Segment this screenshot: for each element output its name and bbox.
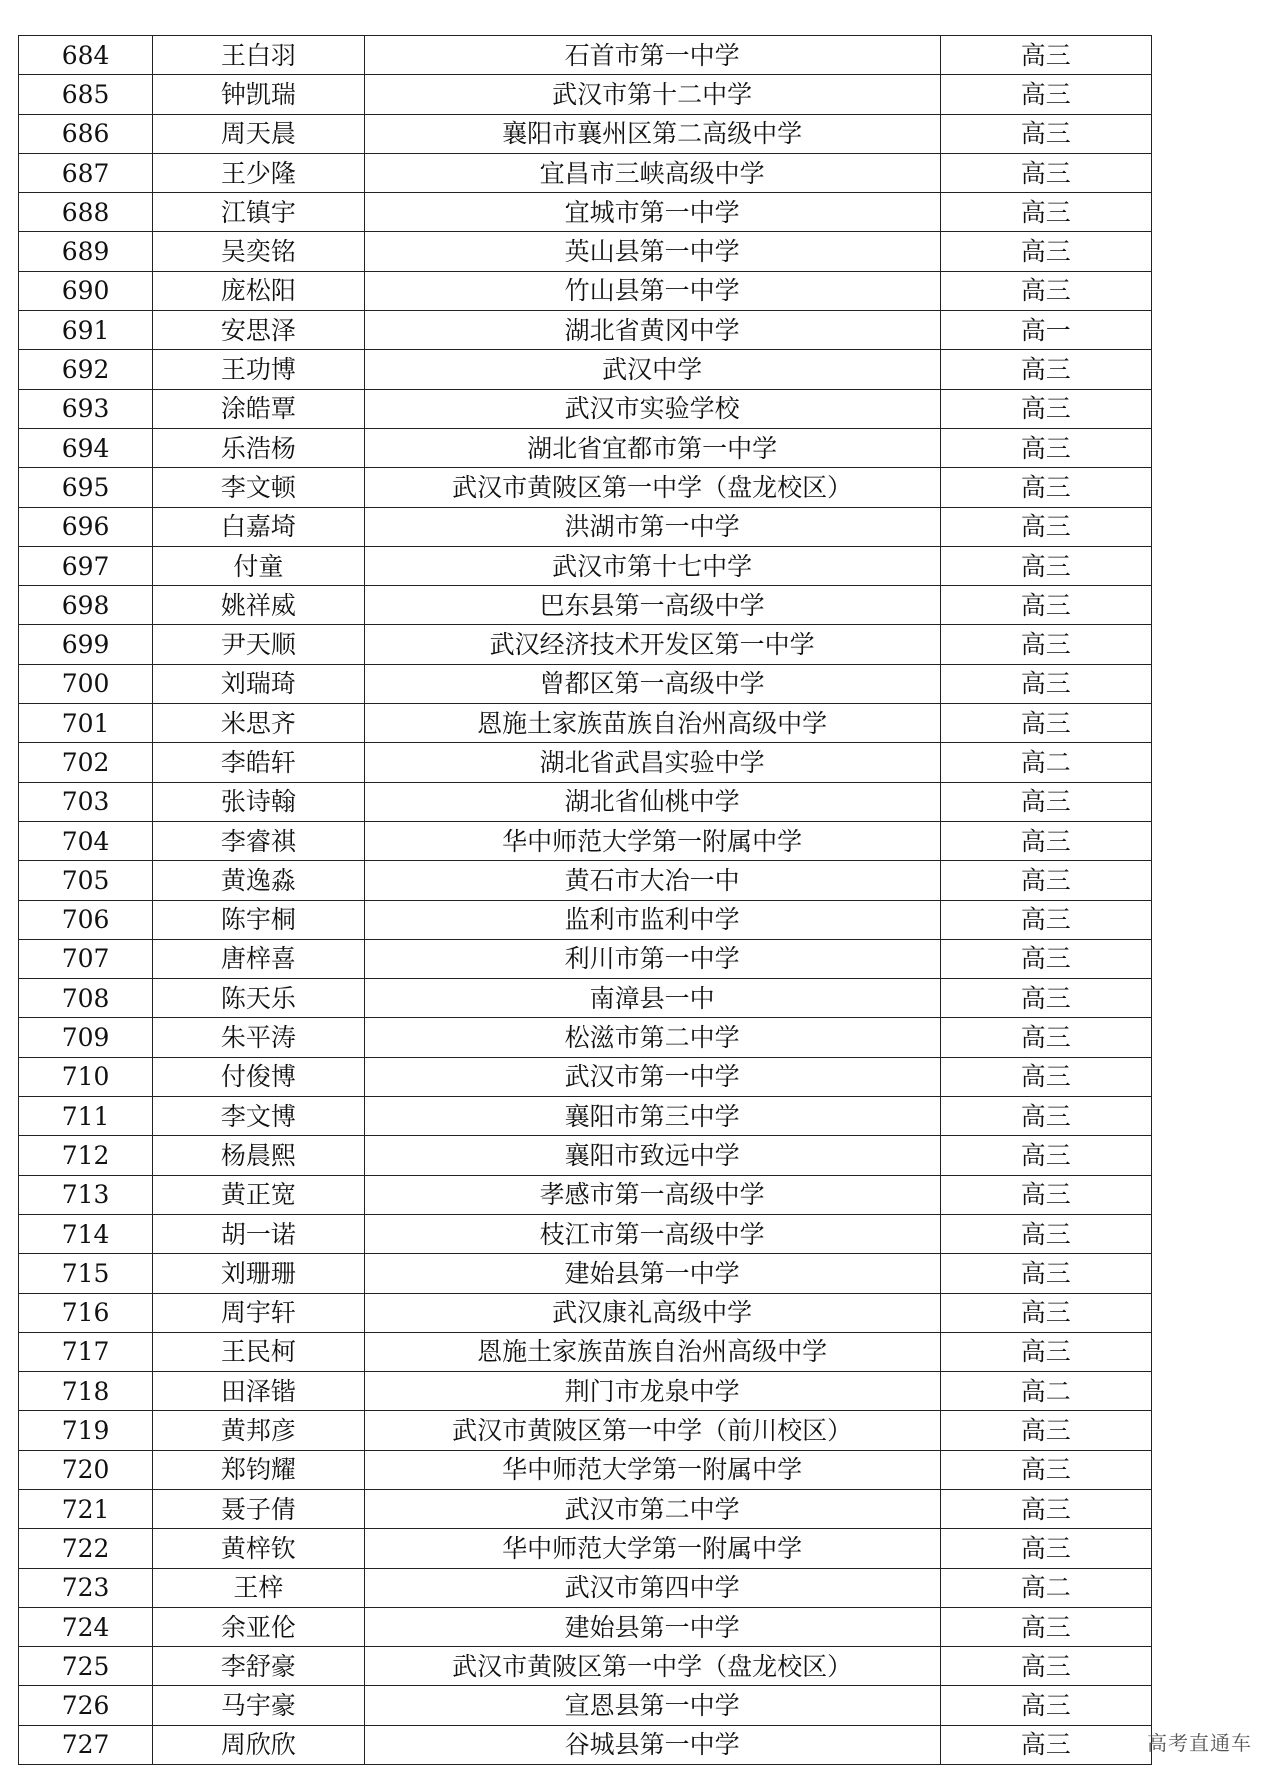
- school-name: 华中师范大学第一附属中学: [364, 821, 940, 860]
- school-name: 枝江市第一高级中学: [364, 1214, 940, 1253]
- row-number: 686: [19, 114, 153, 153]
- row-number: 710: [19, 1057, 153, 1096]
- student-name: 李文顿: [153, 468, 364, 507]
- student-name: 黄正宽: [153, 1175, 364, 1214]
- table-row: [19, 468, 1152, 507]
- school-name: 监利市监利中学: [364, 900, 940, 939]
- student-name: 王梓: [153, 1568, 364, 1607]
- grade-level: 高三: [940, 389, 1151, 428]
- row-number: 721: [19, 1489, 153, 1528]
- table-row: [19, 232, 1152, 271]
- school-name: 建始县第一中学: [364, 1607, 940, 1646]
- row-number: 722: [19, 1529, 153, 1568]
- row-number: 685: [19, 75, 153, 114]
- student-name: 黄邦彦: [153, 1411, 364, 1450]
- row-number: 687: [19, 153, 153, 192]
- table-row: [19, 1450, 1152, 1489]
- school-name: 曾都区第一高级中学: [364, 664, 940, 703]
- grade-level: 高三: [940, 821, 1151, 860]
- school-name: 孝感市第一高级中学: [364, 1175, 940, 1214]
- school-name: 华中师范大学第一附属中学: [364, 1529, 940, 1568]
- grade-level: 高三: [940, 1332, 1151, 1371]
- table-row: [19, 1647, 1152, 1686]
- school-name: 竹山县第一中学: [364, 271, 940, 310]
- grade-level: 高三: [940, 664, 1151, 703]
- table-row: [19, 193, 1152, 232]
- row-number: 709: [19, 1018, 153, 1057]
- student-name: 庞松阳: [153, 271, 364, 310]
- student-name: 李文博: [153, 1097, 364, 1136]
- table-row: [19, 1686, 1152, 1725]
- table-row: [19, 546, 1152, 585]
- student-name: 周天晨: [153, 114, 364, 153]
- school-name: 武汉市黄陂区第一中学（盘龙校区）: [364, 1647, 940, 1686]
- watermark-text: 高考直通车: [1147, 1731, 1252, 1755]
- row-number: 690: [19, 271, 153, 310]
- grade-level: 高三: [940, 861, 1151, 900]
- table-row: [19, 1175, 1152, 1214]
- student-name: 钟凯瑞: [153, 75, 364, 114]
- student-name: 乐浩杨: [153, 428, 364, 467]
- row-number: 692: [19, 350, 153, 389]
- row-number: 688: [19, 193, 153, 232]
- grade-level: 高三: [940, 271, 1151, 310]
- grade-level: 高三: [940, 546, 1151, 585]
- row-number: 719: [19, 1411, 153, 1450]
- grade-level: 高三: [940, 625, 1151, 664]
- grade-level: 高三: [940, 1175, 1151, 1214]
- grade-level: 高三: [940, 36, 1151, 75]
- row-number: 713: [19, 1175, 153, 1214]
- school-name: 武汉市第二中学: [364, 1489, 940, 1528]
- roster-body: [19, 36, 1152, 1765]
- student-name: 李睿祺: [153, 821, 364, 860]
- grade-level: 高三: [940, 900, 1151, 939]
- table-row: [19, 1607, 1152, 1646]
- row-number: 714: [19, 1214, 153, 1253]
- grade-level: 高三: [940, 428, 1151, 467]
- school-name: 武汉市第四中学: [364, 1568, 940, 1607]
- row-number: 691: [19, 311, 153, 350]
- student-name: 付童: [153, 546, 364, 585]
- student-name: 聂子倩: [153, 1489, 364, 1528]
- table-row: [19, 1254, 1152, 1293]
- table-row: [19, 1725, 1152, 1764]
- student-name: 杨晨熙: [153, 1136, 364, 1175]
- student-name: 王少隆: [153, 153, 364, 192]
- school-name: 武汉市第一中学: [364, 1057, 940, 1096]
- school-name: 华中师范大学第一附属中学: [364, 1450, 940, 1489]
- grade-level: 高三: [940, 153, 1151, 192]
- student-name: 吴奕铭: [153, 232, 364, 271]
- row-number: 715: [19, 1254, 153, 1293]
- school-name: 湖北省黄冈中学: [364, 311, 940, 350]
- school-name: 南漳县一中: [364, 979, 940, 1018]
- table-row: [19, 1018, 1152, 1057]
- student-name: 刘瑞琦: [153, 664, 364, 703]
- grade-level: 高三: [940, 1647, 1151, 1686]
- grade-level: 高三: [940, 939, 1151, 978]
- row-number: 723: [19, 1568, 153, 1607]
- table-row: [19, 350, 1152, 389]
- table-row: [19, 939, 1152, 978]
- row-number: 705: [19, 861, 153, 900]
- grade-level: 高三: [940, 468, 1151, 507]
- grade-level: 高二: [940, 743, 1151, 782]
- school-name: 宜城市第一中学: [364, 193, 940, 232]
- row-number: 727: [19, 1725, 153, 1764]
- student-name: 江镇宇: [153, 193, 364, 232]
- grade-level: 高三: [940, 1450, 1151, 1489]
- row-number: 704: [19, 821, 153, 860]
- table-row: [19, 114, 1152, 153]
- table-row: [19, 507, 1152, 546]
- student-name: 张诗翰: [153, 782, 364, 821]
- school-name: 襄阳市襄州区第二高级中学: [364, 114, 940, 153]
- student-name: 陈天乐: [153, 979, 364, 1018]
- table-row: [19, 1489, 1152, 1528]
- student-name: 白嘉埼: [153, 507, 364, 546]
- row-number: 701: [19, 704, 153, 743]
- table-row: [19, 861, 1152, 900]
- row-number: 712: [19, 1136, 153, 1175]
- table-row: [19, 1293, 1152, 1332]
- student-name: 姚祥威: [153, 586, 364, 625]
- school-name: 宣恩县第一中学: [364, 1686, 940, 1725]
- grade-level: 高一: [940, 311, 1151, 350]
- student-name: 李皓轩: [153, 743, 364, 782]
- student-name: 王功博: [153, 350, 364, 389]
- grade-level: 高三: [940, 979, 1151, 1018]
- student-name: 周欣欣: [153, 1725, 364, 1764]
- grade-level: 高三: [940, 704, 1151, 743]
- school-name: 襄阳市致远中学: [364, 1136, 940, 1175]
- grade-level: 高三: [940, 782, 1151, 821]
- grade-level: 高三: [940, 586, 1151, 625]
- school-name: 武汉市黄陂区第一中学（盘龙校区）: [364, 468, 940, 507]
- student-name: 唐梓喜: [153, 939, 364, 978]
- grade-level: 高三: [940, 1293, 1151, 1332]
- grade-level: 高三: [940, 1529, 1151, 1568]
- table-row: [19, 900, 1152, 939]
- school-name: 松滋市第二中学: [364, 1018, 940, 1057]
- school-name: 恩施土家族苗族自治州高级中学: [364, 1332, 940, 1371]
- table-row: [19, 743, 1152, 782]
- school-name: 宜昌市三峡高级中学: [364, 153, 940, 192]
- school-name: 恩施土家族苗族自治州高级中学: [364, 704, 940, 743]
- row-number: 711: [19, 1097, 153, 1136]
- row-number: 694: [19, 428, 153, 467]
- grade-level: 高三: [940, 1725, 1151, 1764]
- student-name: 黄逸淼: [153, 861, 364, 900]
- row-number: 697: [19, 546, 153, 585]
- table-row: [19, 1372, 1152, 1411]
- school-name: 英山县第一中学: [364, 232, 940, 271]
- school-name: 襄阳市第三中学: [364, 1097, 940, 1136]
- table-row: [19, 36, 1152, 75]
- table-row: [19, 586, 1152, 625]
- school-name: 洪湖市第一中学: [364, 507, 940, 546]
- school-name: 荆门市龙泉中学: [364, 1372, 940, 1411]
- row-number: 708: [19, 979, 153, 1018]
- grade-level: 高三: [940, 1254, 1151, 1293]
- school-name: 利川市第一中学: [364, 939, 940, 978]
- table-row: [19, 75, 1152, 114]
- grade-level: 高三: [940, 193, 1151, 232]
- student-name: 田泽锴: [153, 1372, 364, 1411]
- table-row: [19, 704, 1152, 743]
- table-row: [19, 153, 1152, 192]
- school-name: 武汉中学: [364, 350, 940, 389]
- row-number: 716: [19, 1293, 153, 1332]
- table-row: [19, 782, 1152, 821]
- table-row: [19, 1057, 1152, 1096]
- row-number: 689: [19, 232, 153, 271]
- student-name: 李舒豪: [153, 1647, 364, 1686]
- school-name: 武汉康礼高级中学: [364, 1293, 940, 1332]
- table-row: [19, 271, 1152, 310]
- grade-level: 高三: [940, 1057, 1151, 1096]
- student-name: 安思泽: [153, 311, 364, 350]
- student-name: 朱平涛: [153, 1018, 364, 1057]
- row-number: 706: [19, 900, 153, 939]
- student-name: 陈宇桐: [153, 900, 364, 939]
- school-name: 巴东县第一高级中学: [364, 586, 940, 625]
- row-number: 724: [19, 1607, 153, 1646]
- table-row: [19, 1411, 1152, 1450]
- school-name: 湖北省宜都市第一中学: [364, 428, 940, 467]
- row-number: 698: [19, 586, 153, 625]
- table-row: [19, 979, 1152, 1018]
- table-row: [19, 625, 1152, 664]
- grade-level: 高三: [940, 1411, 1151, 1450]
- row-number: 717: [19, 1332, 153, 1371]
- school-name: 谷城县第一中学: [364, 1725, 940, 1764]
- row-number: 707: [19, 939, 153, 978]
- table-row: [19, 1214, 1152, 1253]
- table-row: [19, 1529, 1152, 1568]
- row-number: 726: [19, 1686, 153, 1725]
- grade-level: 高三: [940, 1097, 1151, 1136]
- row-number: 696: [19, 507, 153, 546]
- grade-level: 高三: [940, 350, 1151, 389]
- student-name: 郑钧耀: [153, 1450, 364, 1489]
- roster-table: [18, 35, 1152, 1765]
- row-number: 695: [19, 468, 153, 507]
- school-name: 石首市第一中学: [364, 36, 940, 75]
- student-name: 付俊博: [153, 1057, 364, 1096]
- school-name: 武汉经济技术开发区第一中学: [364, 625, 940, 664]
- row-number: 720: [19, 1450, 153, 1489]
- grade-level: 高三: [940, 1489, 1151, 1528]
- school-name: 湖北省仙桃中学: [364, 782, 940, 821]
- table-row: [19, 1332, 1152, 1371]
- school-name: 湖北省武昌实验中学: [364, 743, 940, 782]
- grade-level: 高二: [940, 1568, 1151, 1607]
- student-name: 周宇轩: [153, 1293, 364, 1332]
- grade-level: 高三: [940, 75, 1151, 114]
- table-row: [19, 311, 1152, 350]
- row-number: 700: [19, 664, 153, 703]
- student-name: 胡一诺: [153, 1214, 364, 1253]
- student-name: 王民柯: [153, 1332, 364, 1371]
- school-name: 建始县第一中学: [364, 1254, 940, 1293]
- table-row: [19, 1136, 1152, 1175]
- row-number: 725: [19, 1647, 153, 1686]
- table-row: [19, 389, 1152, 428]
- table-row: [19, 664, 1152, 703]
- school-name: 武汉市实验学校: [364, 389, 940, 428]
- table-row: [19, 428, 1152, 467]
- student-name: 尹天顺: [153, 625, 364, 664]
- school-name: 武汉市第十七中学: [364, 546, 940, 585]
- school-name: 武汉市第十二中学: [364, 75, 940, 114]
- grade-level: 高三: [940, 114, 1151, 153]
- grade-level: 高三: [940, 1607, 1151, 1646]
- grade-level: 高三: [940, 507, 1151, 546]
- grade-level: 高三: [940, 1686, 1151, 1725]
- table-row: [19, 1568, 1152, 1607]
- row-number: 699: [19, 625, 153, 664]
- student-name: 余亚伦: [153, 1607, 364, 1646]
- student-name: 王白羽: [153, 36, 364, 75]
- student-name: 马宇豪: [153, 1686, 364, 1725]
- school-name: 黄石市大冶一中: [364, 861, 940, 900]
- row-number: 693: [19, 389, 153, 428]
- grade-level: 高三: [940, 1018, 1151, 1057]
- row-number: 702: [19, 743, 153, 782]
- student-name: 黄梓钦: [153, 1529, 364, 1568]
- student-name: 涂皓覃: [153, 389, 364, 428]
- row-number: 684: [19, 36, 153, 75]
- student-name: 刘珊珊: [153, 1254, 364, 1293]
- table-row: [19, 821, 1152, 860]
- grade-level: 高三: [940, 1214, 1151, 1253]
- grade-level: 高三: [940, 1136, 1151, 1175]
- row-number: 703: [19, 782, 153, 821]
- table-row: [19, 1097, 1152, 1136]
- grade-level: 高二: [940, 1372, 1151, 1411]
- row-number: 718: [19, 1372, 153, 1411]
- school-name: 武汉市黄陂区第一中学（前川校区）: [364, 1411, 940, 1450]
- student-name: 米思齐: [153, 704, 364, 743]
- grade-level: 高三: [940, 232, 1151, 271]
